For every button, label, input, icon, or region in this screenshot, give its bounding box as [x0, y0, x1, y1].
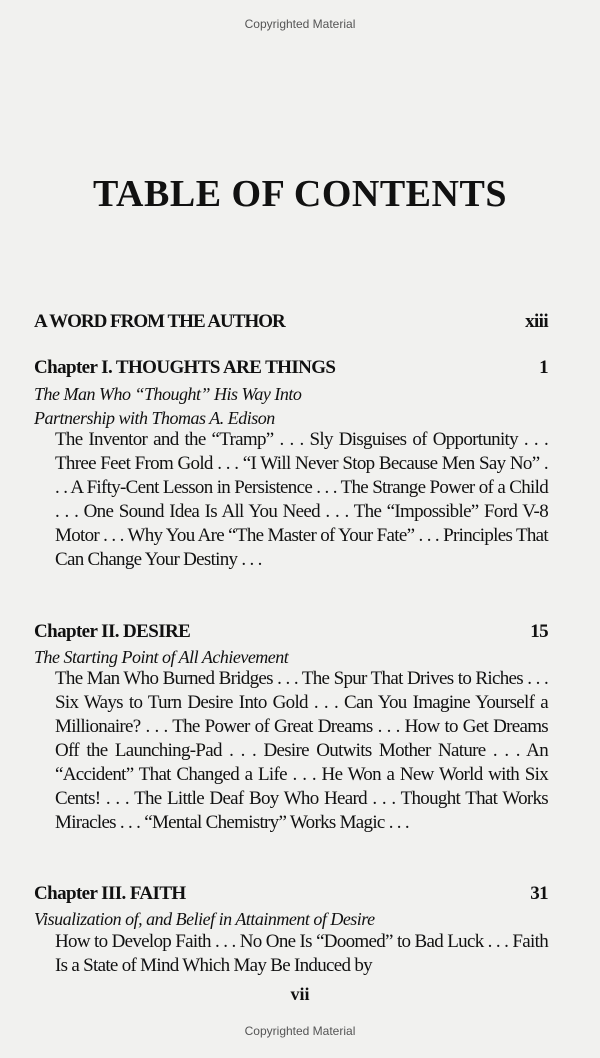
chapter-2-page: 15: [530, 621, 548, 642]
chapter-2-title: Chapter II. DESIRE: [34, 621, 191, 642]
chapter-2-heading: [34, 621, 548, 643]
chapter-3-title: Chapter III. FAITH: [34, 883, 186, 904]
copyright-watermark-bottom: Copyrighted Material: [244, 1024, 356, 1038]
copyright-watermark-top: Copyrighted Material: [244, 17, 356, 31]
chapter-3-page: 31: [530, 883, 548, 904]
chapter-3-subtitle-line-1: Visualization of, and Belief in Attainment of Desire: [34, 909, 375, 929]
page-number: vii: [290, 984, 310, 1004]
chapter-1-title: Chapter I. THOUGHTS ARE THINGS: [34, 357, 336, 378]
chapter-1-summary: The Inventor and the “Tramp” . . . Sly Disguises of Opportunity . . . Three Feet From Gold . . . “I Will Never Stop Because Men Say No” . . . A Fifty-Cent Lesson in Persistence . . . The Strange Power of a Child . . . One Sound Idea Is All You Need . . . The “Impossible” Ford V-8 Motor . . . Why You Are “The Master of Your Fate” . . . Principles That Can Change Your Destiny . . .: [55, 429, 548, 570]
author-word-page: xiii: [525, 311, 548, 332]
chapter-1-page: 1: [539, 357, 548, 378]
chapter-2-subtitle-line-1: The Starting Point of All Achievement: [34, 647, 289, 667]
chapter-1-subtitle-line-2: Partnership with Thomas A. Edison: [34, 408, 275, 428]
chapter-3-subtitle: [34, 907, 548, 931]
chapter-1-heading: [34, 357, 548, 379]
chapter-2-subtitle: [34, 645, 548, 669]
chapter-2-summary: The Man Who Burned Bridges . . . The Spur That Drives to Riches . . . Six Ways to Turn Desire Into Gold . . . Can You Imagine Yourself a Millionaire? . . . The Power of Great Dreams . . . How to Get Dreams Off the Launching-Pad . . . Desire Outwits Mother Nature . . . An “Accident” That Changed a Life . . . He Won a New World with Six Cents! . . . The Little Deaf Boy Who Heard . . . Thought That Works Miracles . . . “Mental Chemistry” Works Magic . . .: [55, 668, 548, 833]
page-title: TABLE OF CONTENTS: [93, 173, 507, 215]
author-word-label: A WORD FROM THE AUTHOR: [34, 311, 285, 332]
chapter-1-subtitle: [34, 382, 548, 430]
chapter-3-heading: [34, 883, 548, 905]
chapter-1-subtitle-line-1: The Man Who “Thought” His Way Into: [34, 384, 302, 404]
author-word-entry: [34, 311, 548, 333]
chapter-3-summary: How to Develop Faith . . . No One Is “Doomed” to Bad Luck . . . Faith Is a State of Mind Which May Be Induced by: [55, 931, 548, 976]
